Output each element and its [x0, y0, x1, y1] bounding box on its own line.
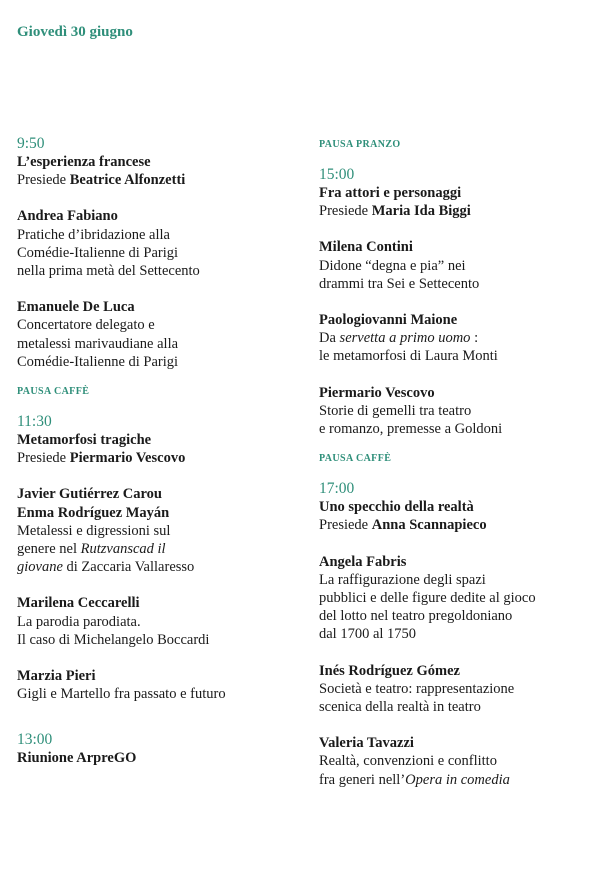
session-chair [319, 202, 603, 220]
session-title: L’esperienza francese [17, 154, 151, 170]
talk-title-line: Metalessi e digressioni sul [17, 522, 171, 539]
talk-title-line: Pratiche d’ibridazione alla [17, 226, 170, 243]
chair-name: Anna Scannapieco [371, 517, 487, 534]
work-title: giovane [17, 559, 63, 576]
talk-entry [319, 311, 603, 366]
talk-title-line: Gigli e Martello fra passato e futuro [17, 686, 226, 703]
speaker-name: Valeria Tavazzi [319, 735, 414, 752]
talk-title-line [17, 558, 302, 576]
chair-prefix: Presiede [319, 203, 372, 220]
pause-label: PAUSA CAFFÈ [17, 386, 90, 398]
session-block [319, 480, 603, 534]
talk-entry [17, 485, 302, 576]
talk-title-line: Comédie-Italienne di Parigi [17, 353, 179, 370]
chair-prefix: Presiede [17, 172, 70, 189]
work-title: Opera in comedia [405, 771, 510, 788]
speaker-name: Angela Fabris [319, 553, 407, 570]
talk-title-line: metalessi marivaudiane alla [17, 335, 179, 352]
session-time: 17:00 [319, 480, 355, 498]
talk-entry [17, 667, 302, 703]
session-block [17, 135, 302, 189]
session-time: 9:50 [17, 135, 45, 152]
session-title: Uno specchio della realtà [319, 499, 474, 516]
speaker-name: Marilena Ceccarelli [17, 595, 140, 612]
talk-title-line [17, 540, 302, 558]
talk-title-line: Concertatore delegato e [17, 317, 155, 334]
speaker-name: Enma Rodríguez Mayán [17, 504, 170, 521]
talk-entry [17, 594, 302, 649]
talk-title-line: nella prima metà del Settecento [17, 263, 200, 280]
talk-title-line: Storie di gemelli tra teatro [319, 402, 472, 419]
talk-title-line: e romanzo, premesse a Goldoni [319, 421, 503, 438]
schedule-column-right [319, 138, 603, 789]
session-block [17, 731, 302, 767]
page-title: Giovedì 30 giugno [17, 24, 133, 40]
talk-title-line: La raffigurazione degli spazi [319, 571, 486, 588]
session-chair [17, 449, 302, 467]
pause-label: PAUSA CAFFÈ [319, 453, 392, 465]
speaker-name: Inés Rodríguez Gómez [319, 662, 460, 679]
session-time: 11:30 [17, 413, 52, 431]
talk-title-line: Didone “degna e pia” nei [319, 257, 466, 274]
talk-entry [319, 238, 603, 293]
session-time: 13:00 [17, 731, 53, 749]
talk-title-line: Società e teatro: rappresentazione [319, 680, 515, 697]
talk-title-line: del lotto nel teatro pregoldoniano [319, 608, 513, 625]
talk-entry [17, 207, 302, 280]
session-chair [17, 171, 302, 189]
schedule-column-left [17, 135, 302, 768]
session-block [17, 413, 302, 467]
talk-title-line: Il caso di Michelangelo Boccardi [17, 631, 210, 648]
chair-name: Beatrice Alfonzetti [69, 172, 186, 189]
pause-label: PAUSA PRANZO [319, 139, 401, 150]
talk-title-line [319, 771, 603, 789]
session-title: Riunione ArpreGO [17, 750, 137, 767]
talk-title-line: dal 1700 al 1750 [319, 626, 417, 643]
talk-title-line: scenica della realtà in teatro [319, 699, 481, 716]
talk-title-line: pubblici e delle figure dedite al gioco [319, 590, 536, 607]
talk-title-line: le metamorfosi di Laura Monti [319, 348, 498, 365]
speaker-name: Javier Gutiérrez Carou [17, 486, 162, 503]
chair-name: Piermario Vescovo [69, 450, 186, 467]
talk-title-line: Comédie-Italienne di Parigi [17, 244, 179, 261]
speaker-name: Emanuele De Luca [17, 299, 135, 316]
work-title: servetta a primo uomo [339, 330, 471, 347]
session-title: Fra attori e personaggi [319, 185, 462, 201]
session-block [319, 166, 603, 220]
talk-entry [319, 553, 603, 644]
talk-title-line: drammi tra Sei e Settecento [319, 275, 480, 292]
talk-entry [319, 662, 603, 717]
talk-title-line: Realtà, convenzioni e conflitto [319, 753, 497, 770]
talk-entry [17, 298, 302, 371]
talk-title-line: La parodia parodiata. [17, 613, 141, 630]
talk-title-text: genere nel [17, 541, 81, 558]
speaker-name: Milena Contini [319, 239, 413, 256]
session-time: 15:00 [319, 166, 355, 183]
speaker-name: Marzia Pieri [17, 668, 96, 685]
talk-title-text: Da [319, 330, 340, 347]
talk-title-text: : [470, 330, 479, 347]
talk-title-line [319, 329, 603, 347]
speaker-name: Andrea Fabiano [17, 208, 118, 225]
session-chair [319, 516, 603, 534]
talk-title-text: di Zaccaria Vallaresso [62, 559, 195, 576]
chair-name: Maria Ida Biggi [371, 203, 471, 220]
chair-prefix: Presiede [319, 517, 372, 534]
speaker-name: Piermario Vescovo [319, 384, 435, 401]
session-title: Metamorfosi tragiche [17, 432, 152, 449]
work-title: Rutzvanscad il [80, 541, 166, 558]
chair-prefix: Presiede [17, 450, 70, 467]
speaker-name: Paologiovanni Maione [319, 312, 458, 329]
talk-entry [319, 384, 603, 439]
talk-title-text: fra generi nell’ [319, 771, 406, 788]
talk-entry [319, 734, 603, 789]
